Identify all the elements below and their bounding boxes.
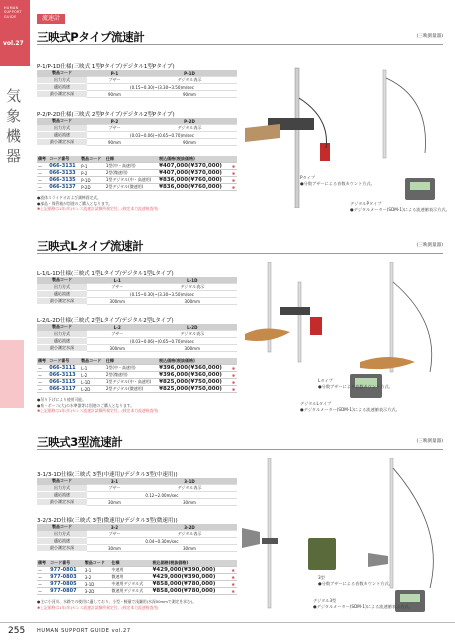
spec-table: 製品コード 3-2 3-2D 出力方式 ブザー デジタル表示 適応流速 0.04~0.30m/sec 最小測定水深 30mm 30mm <box>37 524 237 552</box>
figure-caption: デジタル3型 ●デジタルメーター(SDM-1)による流速値表示方式。 <box>313 598 413 609</box>
page-number: 255 <box>8 626 26 636</box>
spec-table: 製品コード P-2 P-2D 出力方式 ブザー デジタル表示 適応流速 (0.03~0.06)~(0.65~0.70)m/sec 最小測定水深 90mm 90mm <box>37 118 237 146</box>
footnote: ●主に小河川、水路での使用に適しており、小型・軽量で浅瀬用(水深50mmで測定を求む)。 ✱上記価格は1年(年)セレス流速計試験所検定付。(検定本力流速検査用) <box>37 599 196 610</box>
spec-subtitle: P-2/P-2D仕様(三映式 2型Pタイプ/デジタル2型Pタイプ) <box>37 112 175 118</box>
section-maker-note: (三映測量器) <box>416 243 443 248</box>
category-label: 流速計 <box>37 14 65 24</box>
table-row: — 066-3115 L-1D 1型デジタル(中・高速用) ¥825,000(¥750,000) ✱ <box>38 379 236 386</box>
section-divider <box>37 44 443 45</box>
spec-subtitle: 3-1/3-1D仕様(三映式 3型(中速用)/デジタル3型(中速用)) <box>37 472 178 478</box>
footer-divider <box>0 622 455 623</box>
spec-table: 製品コード 3-1 3-1D 出力方式 ブザー デジタル表示 適応流速 0.12~2.00m/sec 最小測定水深 30mm 30mm <box>37 478 237 506</box>
price-table: 備考 コード番号 製品コード 仕様 税込価格(税抜価格) — 066-3111 L-1 1型(中・高速用) ¥396,000(¥360,000) ✱ — 066-3113 L-2 2型(微速用) ¥396,000(¥360,000) ✱ — 066-3115 L-1D 1型デジタル(中・高速用) ¥825,000(¥750,000) ✱ — 066-3117 L-2D 2型デジタル(微速用) ¥825,000(¥750,000) ✱ <box>38 358 236 393</box>
spec-subtitle: L-2/L-2D仕様(三映式 2型Lタイプ/デジタル2型Lタイプ) <box>37 318 174 324</box>
footnote: ●吊り下げにより使用可能。 ●糸・ボーコ(大)の水準器等は別途のご購入となります。 ✱上記価格は1年(年)セレス流速計試験所検定付。(検定本力流速検査用) <box>37 397 159 413</box>
price-table: 備考 コード番号 製品コード 仕様 税込価格(税抜価格) — 066-3131 P-1 1型(中・高速用) ¥407,000(¥370,000) ✱ — 066-3133 P-2 2型(微速用) ¥407,000(¥370,000) ✱ — 066-3135 P-1D 1型デジタル(中・高速用) ¥836,000(¥760,000) ✱ — 066-3137 P-2D 2型デジタル(微速用) ¥836,000(¥760,000) ✱ <box>38 156 236 191</box>
table-row: — 977-0803 3-2 微速用 ¥429,000(¥390,000) ✱ <box>37 574 237 581</box>
figure-caption: Lタイプ ●分数ブザーによる音数カウント方式。 <box>318 378 393 389</box>
table-row: — 066-3137 P-2D 2型デジタル(微速用) ¥836,000(¥760,000) ✱ <box>38 184 236 191</box>
table-row: — 066-3111 L-1 1型(中・高速用) ¥396,000(¥360,000) ✱ <box>38 365 236 372</box>
table-row: — 066-3135 P-1D 1型デジタル(中・高速用) ¥836,000(¥760,000) ✱ <box>38 177 236 184</box>
figure-caption: 3型 ●分数ブザーによる音数カウント方式。 <box>318 575 393 586</box>
sidebar <box>0 0 30 644</box>
spec-table: 製品コード L-2 L-2D 出力方式 ブザー デジタル表示 適応流速 (0.03~0.06)~(0.65~0.70)m/sec 最小測定水深 300mm 300mm <box>37 324 237 352</box>
table-row: — 066-3133 P-2 2型(微速用) ¥407,000(¥370,000) ✱ <box>38 170 236 177</box>
table-row: — 977-0801 3-1 中速用 ¥429,000(¥390,000) ✱ <box>37 567 237 574</box>
spec-subtitle: L-1/L-1D仕様(三映式 1型Lタイプ/デジタル1型Lタイプ) <box>37 271 174 277</box>
table-row: — 066-3131 P-1 1型(中・高速用) ¥407,000(¥370,000) ✱ <box>38 163 236 170</box>
section-divider <box>37 253 443 254</box>
spec-table: 製品コード P-1 P-1D 出力方式 ブザー デジタル表示 適応流速 (0.15~0.30)~(3.30~3.50)m/sec 最小測定水深 90mm 90mm <box>37 70 237 98</box>
section-title: 三映式Lタイプ流速計 <box>37 239 144 253</box>
table-row: — 977-0805 3-1D 中速用デジタル式 ¥858,000(¥780,000) ✱ <box>37 581 237 588</box>
price-table: 備考 コード番号 製品コード 仕様 税込価格(税抜価格) — 977-0801 3-1 中速用 ¥429,000(¥390,000) ✱ — 977-0803 3-2 微速用 ¥429,000(¥390,000) ✱ — 977-0805 3-1D 中速用デジタル式 ¥858,000(¥780,000) ✱ — 977-0807 3-2D 微速用デジタル式 ¥858,000(¥780,000) ✱ <box>37 560 237 595</box>
footnote: ●流体スライドオおよび測棒固定式。 ●部品・保管箱が別途のご購入となります。 ✱上記価格は1年(年)セレス流速計試験所検定付。(検定本力流速検査用) <box>37 195 159 211</box>
table-row: — 066-3113 L-2 2型(微速用) ¥396,000(¥360,000) ✱ <box>38 372 236 379</box>
sidebar-category: 気象機器 <box>6 87 22 165</box>
sidebar-band <box>0 340 24 408</box>
table-row: — 066-3117 L-2D 2型デジタル(微速用) ¥825,000(¥750,000) ✱ <box>38 386 236 393</box>
figure-caption: デジタルLタイプ ●デジタルメーター(SDM-1)による流速値表示方式。 <box>300 401 400 412</box>
type-3-meter-illustration <box>240 458 445 618</box>
section-maker-note: (三映測量器) <box>416 34 443 39</box>
spec-subtitle: P-1/P-1D仕様(三映式 1型Pタイプ/デジタル1型Pタイプ) <box>37 64 175 70</box>
section-title: 三映式Pタイプ流速計 <box>37 30 145 44</box>
footer-guide-title: HUMAN SUPPORT GUIDE vol.27 <box>37 628 131 634</box>
sidebar-vol: vol.27 <box>3 40 24 47</box>
table-row: — 977-0807 3-2D 微速用デジタル式 ¥858,000(¥780,000) ✱ <box>37 588 237 595</box>
figure-caption: デジタルPタイプ ●デジタルメーター(SDM-1)による流速値表示方式。 <box>350 201 450 212</box>
sidebar-brand-block <box>0 0 30 66</box>
figure-caption: Pタイプ ●分数ブザーによる音数カウント方式。 <box>300 175 375 186</box>
section-maker-note: (三映測量器) <box>416 439 443 444</box>
l-type-meter-illustration <box>240 262 445 412</box>
section-divider <box>37 449 443 450</box>
sidebar-tag: HUMAN SUPPORT GUIDE <box>4 6 22 19</box>
section-title: 三映式3型流速計 <box>37 435 123 449</box>
spec-table: 製品コード L-1 L-1D 出力方式 ブザー デジタル表示 適応流速 (0.15~0.30)~(3.30~3.50)m/sec 最小測定水深 300mm 300mm <box>37 277 237 305</box>
spec-subtitle: 3-2/3-2D仕様(三映式 3型(微速用)/デジタル3型(微速用)) <box>37 518 178 524</box>
